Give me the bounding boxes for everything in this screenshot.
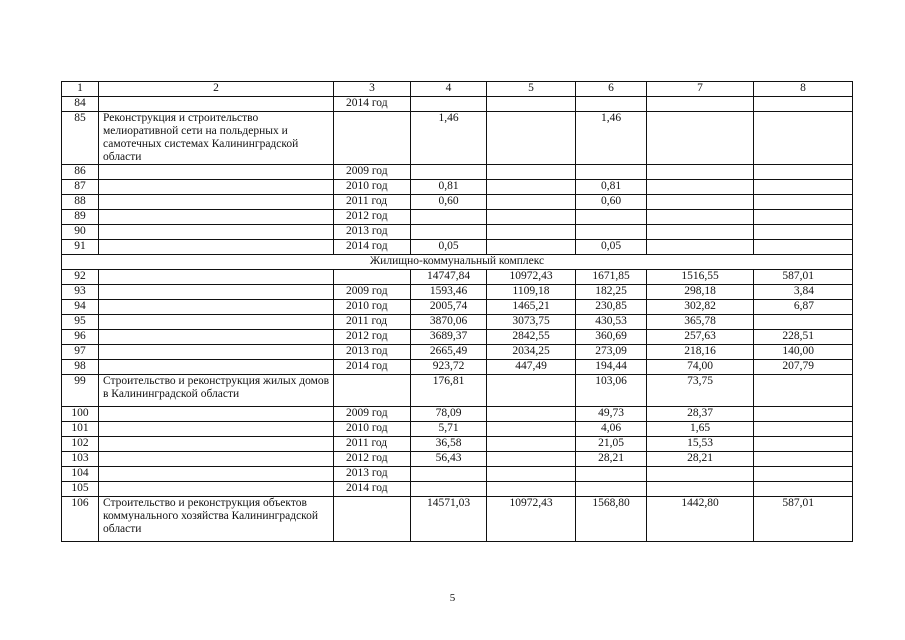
- col-6-value: 182,25: [576, 285, 647, 300]
- col-8-value: 207,79: [754, 360, 853, 375]
- description: [99, 270, 334, 285]
- row-number: 91: [62, 240, 99, 255]
- col-5-value: [487, 467, 576, 482]
- year: 2012 год: [334, 330, 411, 345]
- col-5-value: 2842,55: [487, 330, 576, 345]
- col-6-value: [576, 482, 647, 497]
- col-8-value: [754, 97, 853, 112]
- budget-table: [61, 81, 853, 542]
- col-4-value: 2665,49: [411, 345, 487, 360]
- year: 2010 год: [334, 422, 411, 437]
- col-4-value: [411, 482, 487, 497]
- col-4-value: 0,05: [411, 240, 487, 255]
- col-5-value: [487, 180, 576, 195]
- col-4-value: 0,81: [411, 180, 487, 195]
- col-7-value: [647, 210, 754, 225]
- year: 2014 год: [334, 482, 411, 497]
- column-header: 5: [487, 82, 576, 97]
- col-5-value: [487, 422, 576, 437]
- col-6-value: 4,06: [576, 422, 647, 437]
- col-8-value: 228,51: [754, 330, 853, 345]
- col-8-value: 6,87: [754, 300, 853, 315]
- col-7-value: 1,65: [647, 422, 754, 437]
- col-7-value: 74,00: [647, 360, 754, 375]
- description: Строительство и реконструкция жилых домов в Калининградской области: [99, 375, 334, 407]
- table-row: [62, 467, 853, 482]
- table-header-row: [62, 82, 853, 97]
- col-6-value: [576, 165, 647, 180]
- col-4-value: 1,46: [411, 112, 487, 165]
- row-number: 94: [62, 300, 99, 315]
- description: [99, 165, 334, 180]
- year: [334, 375, 411, 407]
- col-8-value: [754, 452, 853, 467]
- year: 2009 год: [334, 165, 411, 180]
- col-4-value: [411, 210, 487, 225]
- table-row: [62, 422, 853, 437]
- col-8-value: 3,84: [754, 285, 853, 300]
- page-number: 5: [449, 592, 456, 604]
- col-7-value: 365,78: [647, 315, 754, 330]
- column-header: 1: [62, 82, 99, 97]
- description: [99, 240, 334, 255]
- col-8-value: 587,01: [754, 497, 853, 542]
- col-4-value: 0,60: [411, 195, 487, 210]
- col-4-value: 3689,37: [411, 330, 487, 345]
- col-7-value: [647, 240, 754, 255]
- table-row: [62, 240, 853, 255]
- year: 2009 год: [334, 407, 411, 422]
- row-number: 101: [62, 422, 99, 437]
- col-7-value: 15,53: [647, 437, 754, 452]
- table-row: [62, 210, 853, 225]
- col-5-value: [487, 225, 576, 240]
- col-7-value: [647, 195, 754, 210]
- row-number: 88: [62, 195, 99, 210]
- col-4-value: [411, 225, 487, 240]
- col-5-value: [487, 375, 576, 407]
- row-number: 96: [62, 330, 99, 345]
- col-5-value: 447,49: [487, 360, 576, 375]
- col-7-value: [647, 225, 754, 240]
- col-5-value: [487, 407, 576, 422]
- table-row: [62, 112, 853, 165]
- description: [99, 300, 334, 315]
- col-5-value: [487, 240, 576, 255]
- row-number: 84: [62, 97, 99, 112]
- table-row: [62, 360, 853, 375]
- description: [99, 407, 334, 422]
- col-6-value: 273,09: [576, 345, 647, 360]
- year: 2011 год: [334, 315, 411, 330]
- col-8-value: [754, 112, 853, 165]
- col-5-value: [487, 195, 576, 210]
- table-body: [62, 82, 853, 542]
- row-number: 105: [62, 482, 99, 497]
- year: 2014 год: [334, 240, 411, 255]
- table-row: [62, 407, 853, 422]
- description: [99, 467, 334, 482]
- col-7-value: 28,37: [647, 407, 754, 422]
- col-5-value: 1465,21: [487, 300, 576, 315]
- col-8-value: [754, 437, 853, 452]
- table-row: [62, 315, 853, 330]
- year: 2013 год: [334, 345, 411, 360]
- col-6-value: 21,05: [576, 437, 647, 452]
- year: 2013 год: [334, 225, 411, 240]
- col-7-value: [647, 467, 754, 482]
- col-4-value: 5,71: [411, 422, 487, 437]
- col-7-value: [647, 180, 754, 195]
- col-5-value: [487, 112, 576, 165]
- table-row: [62, 330, 853, 345]
- column-header: 2: [99, 82, 334, 97]
- col-8-value: [754, 482, 853, 497]
- year: 2009 год: [334, 285, 411, 300]
- col-7-value: 28,21: [647, 452, 754, 467]
- col-8-value: 587,01: [754, 270, 853, 285]
- col-5-value: 10972,43: [487, 497, 576, 542]
- col-6-value: 1671,85: [576, 270, 647, 285]
- col-6-value: 0,60: [576, 195, 647, 210]
- col-6-value: 1568,80: [576, 497, 647, 542]
- table-row: [62, 482, 853, 497]
- col-7-value: 302,82: [647, 300, 754, 315]
- col-6-value: 1,46: [576, 112, 647, 165]
- col-6-value: 230,85: [576, 300, 647, 315]
- col-8-value: [754, 195, 853, 210]
- col-6-value: [576, 467, 647, 482]
- col-7-value: 257,63: [647, 330, 754, 345]
- table-row: [62, 437, 853, 452]
- col-7-value: 1516,55: [647, 270, 754, 285]
- row-number: 98: [62, 360, 99, 375]
- description: [99, 315, 334, 330]
- year: [334, 497, 411, 542]
- year: [334, 112, 411, 165]
- description: [99, 210, 334, 225]
- col-7-value: 218,16: [647, 345, 754, 360]
- col-6-value: 194,44: [576, 360, 647, 375]
- col-5-value: [487, 437, 576, 452]
- col-5-value: [487, 97, 576, 112]
- year: 2010 год: [334, 300, 411, 315]
- year: [334, 270, 411, 285]
- year: 2014 год: [334, 97, 411, 112]
- table-row: [62, 497, 853, 542]
- description: [99, 97, 334, 112]
- row-number: 87: [62, 180, 99, 195]
- description: [99, 360, 334, 375]
- table-row: [62, 285, 853, 300]
- col-5-value: 3073,75: [487, 315, 576, 330]
- table-row: [62, 345, 853, 360]
- year: 2011 год: [334, 195, 411, 210]
- col-5-value: 1109,18: [487, 285, 576, 300]
- col-8-value: [754, 225, 853, 240]
- row-number: 95: [62, 315, 99, 330]
- col-8-value: [754, 315, 853, 330]
- col-6-value: 0,05: [576, 240, 647, 255]
- col-7-value: 1442,80: [647, 497, 754, 542]
- year: 2011 год: [334, 437, 411, 452]
- year: 2013 год: [334, 467, 411, 482]
- row-number: 103: [62, 452, 99, 467]
- col-8-value: [754, 375, 853, 407]
- col-5-value: 2034,25: [487, 345, 576, 360]
- description: [99, 195, 334, 210]
- col-8-value: [754, 467, 853, 482]
- description: [99, 437, 334, 452]
- row-number: 106: [62, 497, 99, 542]
- col-8-value: 140,00: [754, 345, 853, 360]
- col-4-value: 1593,46: [411, 285, 487, 300]
- column-header: 6: [576, 82, 647, 97]
- description: [99, 345, 334, 360]
- table-row: [62, 195, 853, 210]
- col-8-value: [754, 407, 853, 422]
- description: [99, 482, 334, 497]
- section-header-row: [62, 255, 853, 270]
- col-5-value: [487, 452, 576, 467]
- year: 2012 год: [334, 210, 411, 225]
- col-6-value: [576, 225, 647, 240]
- row-number: 85: [62, 112, 99, 165]
- col-7-value: 298,18: [647, 285, 754, 300]
- col-5-value: 10972,43: [487, 270, 576, 285]
- row-number: 99: [62, 375, 99, 407]
- row-number: 93: [62, 285, 99, 300]
- column-header: 8: [754, 82, 853, 97]
- description: [99, 422, 334, 437]
- col-4-value: 14747,84: [411, 270, 487, 285]
- description: [99, 225, 334, 240]
- col-4-value: 923,72: [411, 360, 487, 375]
- description: [99, 180, 334, 195]
- col-6-value: 430,53: [576, 315, 647, 330]
- col-8-value: [754, 240, 853, 255]
- table-row: [62, 180, 853, 195]
- col-7-value: 73,75: [647, 375, 754, 407]
- col-7-value: [647, 482, 754, 497]
- col-4-value: 14571,03: [411, 497, 487, 542]
- col-7-value: [647, 112, 754, 165]
- col-4-value: 2005,74: [411, 300, 487, 315]
- description: Строительство и реконструкция объектов коммунального хозяйства Калининградской области: [99, 497, 334, 542]
- col-5-value: [487, 482, 576, 497]
- column-header: 7: [647, 82, 754, 97]
- col-7-value: [647, 165, 754, 180]
- row-number: 89: [62, 210, 99, 225]
- table-row: [62, 300, 853, 315]
- row-number: 102: [62, 437, 99, 452]
- table-row: [62, 375, 853, 407]
- section-label: Жилищно-коммунальный комплекс: [62, 255, 853, 270]
- col-8-value: [754, 180, 853, 195]
- col-6-value: 360,69: [576, 330, 647, 345]
- description: Реконструкция и строительство мелиоративной сети на польдерных и самотечных системах Калининградской области: [99, 112, 334, 165]
- table-row: [62, 225, 853, 240]
- column-header: 3: [334, 82, 411, 97]
- col-4-value: 36,58: [411, 437, 487, 452]
- col-7-value: [647, 97, 754, 112]
- col-8-value: [754, 165, 853, 180]
- col-6-value: 28,21: [576, 452, 647, 467]
- col-8-value: [754, 210, 853, 225]
- description: [99, 330, 334, 345]
- table-row: [62, 165, 853, 180]
- year: 2014 год: [334, 360, 411, 375]
- col-4-value: [411, 165, 487, 180]
- col-6-value: [576, 210, 647, 225]
- row-number: 92: [62, 270, 99, 285]
- row-number: 100: [62, 407, 99, 422]
- row-number: 104: [62, 467, 99, 482]
- description: [99, 452, 334, 467]
- year: 2010 год: [334, 180, 411, 195]
- row-number: 97: [62, 345, 99, 360]
- col-8-value: [754, 422, 853, 437]
- row-number: 90: [62, 225, 99, 240]
- col-6-value: 103,06: [576, 375, 647, 407]
- column-header: 4: [411, 82, 487, 97]
- col-4-value: 78,09: [411, 407, 487, 422]
- col-6-value: 49,73: [576, 407, 647, 422]
- col-4-value: 3870,06: [411, 315, 487, 330]
- table-row: [62, 452, 853, 467]
- col-4-value: [411, 467, 487, 482]
- table-row: [62, 270, 853, 285]
- table-row: [62, 97, 853, 112]
- description: [99, 285, 334, 300]
- col-5-value: [487, 210, 576, 225]
- col-4-value: [411, 97, 487, 112]
- col-5-value: [487, 165, 576, 180]
- col-4-value: 56,43: [411, 452, 487, 467]
- col-4-value: 176,81: [411, 375, 487, 407]
- year: 2012 год: [334, 452, 411, 467]
- row-number: 86: [62, 165, 99, 180]
- col-6-value: [576, 97, 647, 112]
- col-6-value: 0,81: [576, 180, 647, 195]
